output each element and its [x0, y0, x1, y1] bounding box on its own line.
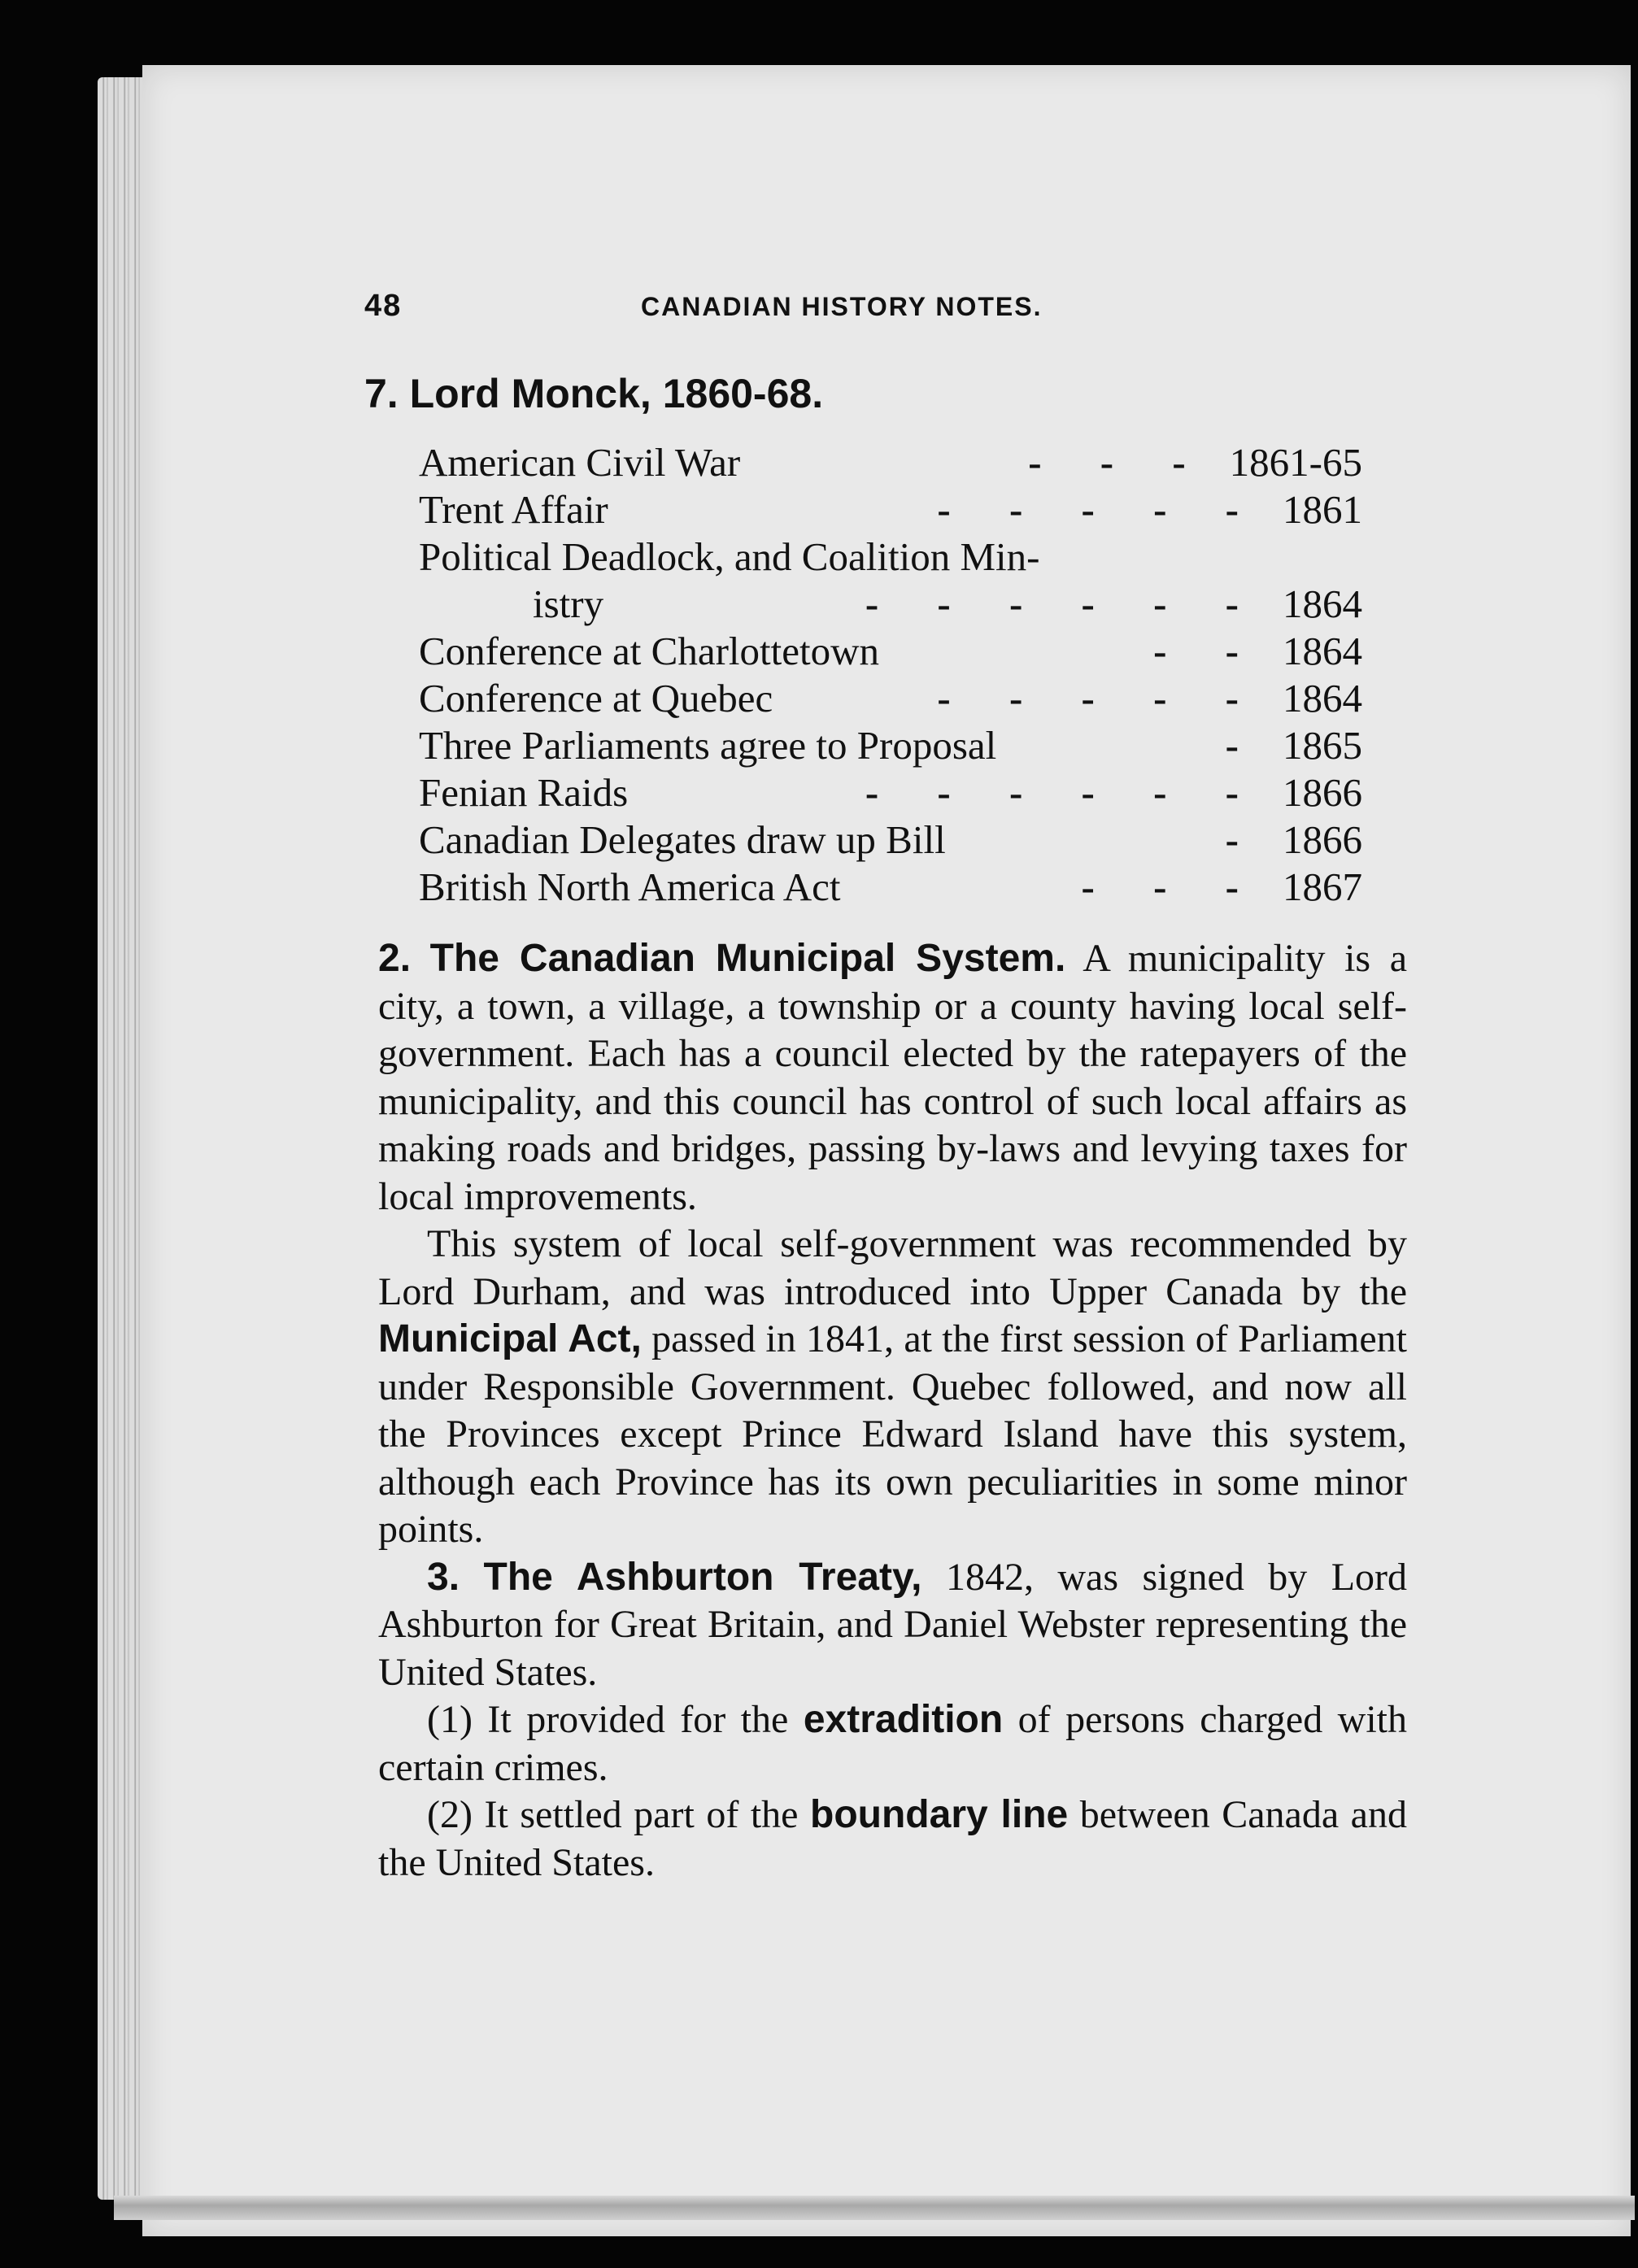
paragraph-text: This system of local self-government was recommended by Lord Durham, and was introduced into Upper Canada by the [378, 1222, 1407, 1313]
event-label: Fenian Raids [419, 770, 629, 815]
paragraph-local-self-government [378, 1221, 1407, 1554]
list-item [419, 675, 1362, 722]
paragraph-text: 1842, was signed by Lord Ashburton for Great Britain, and Daniel Webster representing the United States. [378, 1555, 1408, 1694]
event-label: Political Deadlock, and Coalition Min- [419, 534, 1040, 579]
list-item [419, 533, 1362, 581]
paragraph-text: passed in 1841, at the first session of Parliament under Responsible Government. Quebec followed, and now all the Provinces except Prince Edward Island have this system, although each Province has its own peculiarities in some minor points. [378, 1317, 1408, 1551]
body-text [378, 935, 1407, 1887]
event-dots: - [1225, 817, 1263, 862]
section-heading: 7. Lord Monck, 1860-68. [364, 371, 824, 416]
event-dots: - - - [1081, 864, 1263, 909]
event-date: 1865 [1283, 723, 1362, 768]
emphasis-municipal-act: Municipal Act, [378, 1317, 642, 1360]
list-item [419, 816, 1362, 864]
event-label: Three Parliaments agree to Proposal [419, 723, 997, 768]
page-bottom-edge [114, 2196, 1635, 2220]
paragraph-text: A municipality is a city, a town, a village, a township or a county having local self-government. Each has a council elected by the ratepayers of the municipality, and this council has control of such local affairs as making roads and bridges, passing by-laws and levying taxes for local improvements. [378, 937, 1407, 1218]
event-label: Conference at Charlottetown [419, 629, 880, 673]
event-date: 1864 [1283, 581, 1362, 626]
event-dots: - [1225, 723, 1263, 768]
event-label: British North America Act [419, 864, 841, 909]
paragraph-boundary-line [378, 1791, 1407, 1887]
book-title: CANADIAN HISTORY NOTES. [641, 292, 1043, 321]
emphasis-extradition: extradition [803, 1698, 1004, 1741]
event-dots: - - - - - - [865, 770, 1263, 815]
event-date: 1861-65 [1229, 440, 1362, 485]
events-list [419, 439, 1362, 911]
running-head [364, 289, 1414, 337]
list-item [419, 439, 1362, 486]
event-dots: - - [1153, 629, 1263, 673]
list-item [419, 722, 1362, 769]
list-item [419, 486, 1362, 533]
paragraph-ashburton-treaty [378, 1554, 1407, 1697]
paragraph-text: between Canada and the United States. [378, 1793, 1407, 1884]
emphasis-boundary-line: boundary line [810, 1793, 1069, 1836]
page-number: 48 [364, 289, 403, 323]
event-date: 1864 [1283, 676, 1362, 720]
event-label: Trent Affair [419, 487, 608, 532]
event-date: 1864 [1283, 629, 1362, 673]
list-item [419, 581, 1362, 628]
paragraph-number: 3. [427, 1555, 460, 1599]
list-item [419, 864, 1362, 911]
event-dots: - - - - - [937, 676, 1263, 720]
paragraph-text: (2) It settled part of the [427, 1793, 799, 1836]
paragraph-heading: The Canadian Municipal System. [429, 937, 1066, 980]
event-dots: - - - - - [937, 487, 1263, 532]
event-label: istry [533, 581, 604, 626]
list-item [419, 628, 1362, 675]
event-date: 1867 [1283, 864, 1362, 909]
event-dots: - - - [1028, 440, 1210, 485]
event-dots: - - - - - - [865, 581, 1263, 626]
paragraph-text: of persons charged with certain crimes. [378, 1698, 1408, 1789]
event-date: 1861 [1283, 487, 1362, 532]
event-date: 1866 [1283, 770, 1362, 815]
list-item [419, 769, 1362, 816]
paragraph-heading: The Ashburton Treaty, [483, 1555, 922, 1599]
paragraph-number: 2. [378, 937, 412, 980]
event-label: American Civil War [419, 440, 741, 485]
paragraph-extradition [378, 1696, 1407, 1791]
event-label: Canadian Delegates draw up Bill [419, 817, 946, 862]
event-label: Conference at Quebec [419, 676, 773, 720]
event-date: 1866 [1283, 817, 1362, 862]
paragraph-municipal-system [378, 935, 1407, 1221]
paragraph-text: (1) It provided for the [427, 1698, 789, 1741]
